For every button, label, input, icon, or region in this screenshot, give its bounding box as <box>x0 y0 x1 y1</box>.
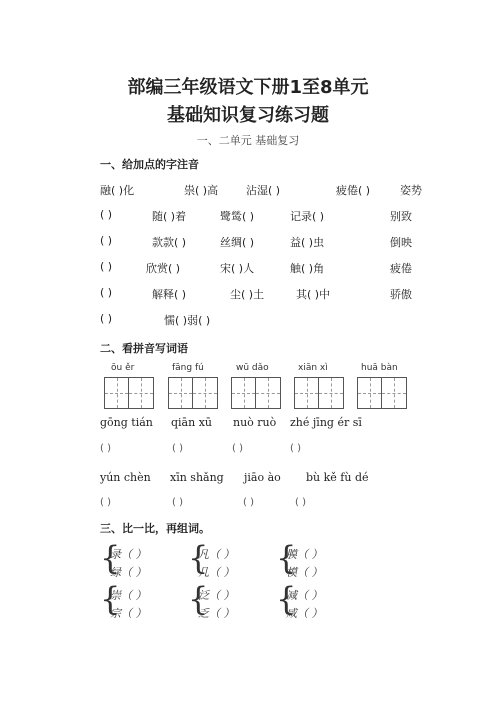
compare-item: 绿（ ） <box>110 566 147 579</box>
answer-blank[interactable]: ( ) <box>100 443 111 454</box>
row-item: 鹭鸶( ) <box>220 210 255 223</box>
row-item: 记录( ) <box>290 210 325 223</box>
compare-item: 崇（ ） <box>110 589 147 602</box>
page-subtitle: 基础知识复习练习题 <box>167 105 329 126</box>
grid-cell[interactable] <box>193 378 217 408</box>
pinyin-word: bù kě fù dé <box>306 471 369 484</box>
row-item: ( ) <box>100 208 113 221</box>
grid-pinyin-label: huā bàn <box>361 363 398 373</box>
answer-blank[interactable]: ( ) <box>232 443 243 454</box>
grid-cell[interactable] <box>232 378 256 408</box>
row-item: 益( )虫 <box>290 236 325 249</box>
row-item: 沾湿( ) <box>246 184 281 197</box>
section-heading-1: 一、给加点的字注音 <box>100 158 199 171</box>
row-item: 触( )角 <box>290 262 325 275</box>
brace-icon: { <box>188 539 209 577</box>
grid-cell[interactable] <box>105 378 129 408</box>
grid-cell[interactable] <box>169 378 193 408</box>
answer-blank[interactable]: ( ) <box>100 497 111 508</box>
pinyin-word: nuò ruò <box>233 416 277 429</box>
answer-blank[interactable]: ( ) <box>172 497 183 508</box>
grid-cell[interactable] <box>129 378 153 408</box>
row-item: 尘( )土 <box>230 288 265 301</box>
brace-icon: { <box>276 580 297 618</box>
row-item: 疲倦( ) <box>336 184 371 197</box>
writing-grid[interactable] <box>104 377 154 409</box>
section-heading-2: 二、看拼音写词语 <box>100 342 188 355</box>
brace-icon: { <box>188 580 209 618</box>
compare-item: 泛（ ） <box>198 589 235 602</box>
writing-grid[interactable] <box>231 377 281 409</box>
row-item: 款款( ) <box>152 236 187 249</box>
row-item: 丝绸( ) <box>220 236 255 249</box>
grid-cell[interactable] <box>382 378 406 408</box>
grid-pinyin-label: wū dǎo <box>236 363 269 373</box>
answer-blank[interactable]: ( ) <box>243 497 254 508</box>
pinyin-word: xīn shǎng <box>170 471 224 484</box>
row-item: 懦( )弱( ) <box>164 314 211 327</box>
row-item: 疲倦 <box>390 262 412 275</box>
grid-pinyin-label: ōu ěr <box>111 363 135 373</box>
writing-grid[interactable] <box>168 377 218 409</box>
compare-item: 乏（ ） <box>198 607 235 620</box>
grid-pinyin-label: fāng fú <box>172 363 204 373</box>
row-item: 骄傲 <box>390 288 412 301</box>
pinyin-word: jiāo ào <box>244 471 281 484</box>
writing-grid[interactable] <box>357 377 407 409</box>
row-item: 倒映 <box>390 236 412 249</box>
compare-item: 减（ ） <box>286 589 323 602</box>
row-item: ( ) <box>100 286 113 299</box>
row-item: 融( )化 <box>100 184 135 197</box>
answer-blank[interactable]: ( ) <box>290 443 301 454</box>
row-item: ( ) <box>100 234 113 247</box>
row-item: 其( )中 <box>296 288 331 301</box>
row-item: 欣赏( ) <box>146 262 181 275</box>
writing-grid[interactable] <box>294 377 344 409</box>
compare-item: 模（ ） <box>286 566 323 579</box>
pinyin-word: gōng tián <box>100 416 153 429</box>
compare-item: 几（ ） <box>198 566 235 579</box>
answer-blank[interactable]: ( ) <box>172 443 183 454</box>
pinyin-word: qiān xū <box>171 416 212 429</box>
row-item: 祟( )高 <box>184 184 219 197</box>
row-item: 别致 <box>390 210 412 223</box>
grid-cell[interactable] <box>319 378 343 408</box>
grid-cell[interactable] <box>295 378 319 408</box>
brace-icon: { <box>100 580 121 618</box>
grid-cell[interactable] <box>256 378 280 408</box>
answer-blank[interactable]: ( ) <box>295 497 306 508</box>
row-item: ( ) <box>100 260 113 273</box>
compare-item: 咸（ ） <box>286 607 323 620</box>
section-heading-3: 三、比一比，再组词。 <box>100 522 210 535</box>
row-item: ( ) <box>100 312 113 325</box>
compare-item: 膜（ ） <box>286 548 323 561</box>
brace-icon: { <box>100 539 121 577</box>
grid-cell[interactable] <box>358 378 382 408</box>
row-item: 随( )着 <box>152 210 187 223</box>
compare-item: 录（ ） <box>110 548 147 561</box>
pinyin-word: yún chèn <box>100 471 151 484</box>
row-item: 宋( )人 <box>220 262 255 275</box>
compare-item: 宗（ ） <box>110 607 147 620</box>
row-item: 解释( ) <box>152 288 187 301</box>
compare-item: 凡（ ） <box>198 548 235 561</box>
brace-icon: { <box>276 539 297 577</box>
unit-label: 一、二单元 基础复习 <box>196 134 300 147</box>
grid-pinyin-label: xiān xì <box>298 363 328 373</box>
page-title: 部编三年级语文下册1至8单元 <box>127 77 369 98</box>
pinyin-word: zhé jīng ér sī <box>290 416 362 429</box>
row-item: 姿势 <box>400 184 422 197</box>
